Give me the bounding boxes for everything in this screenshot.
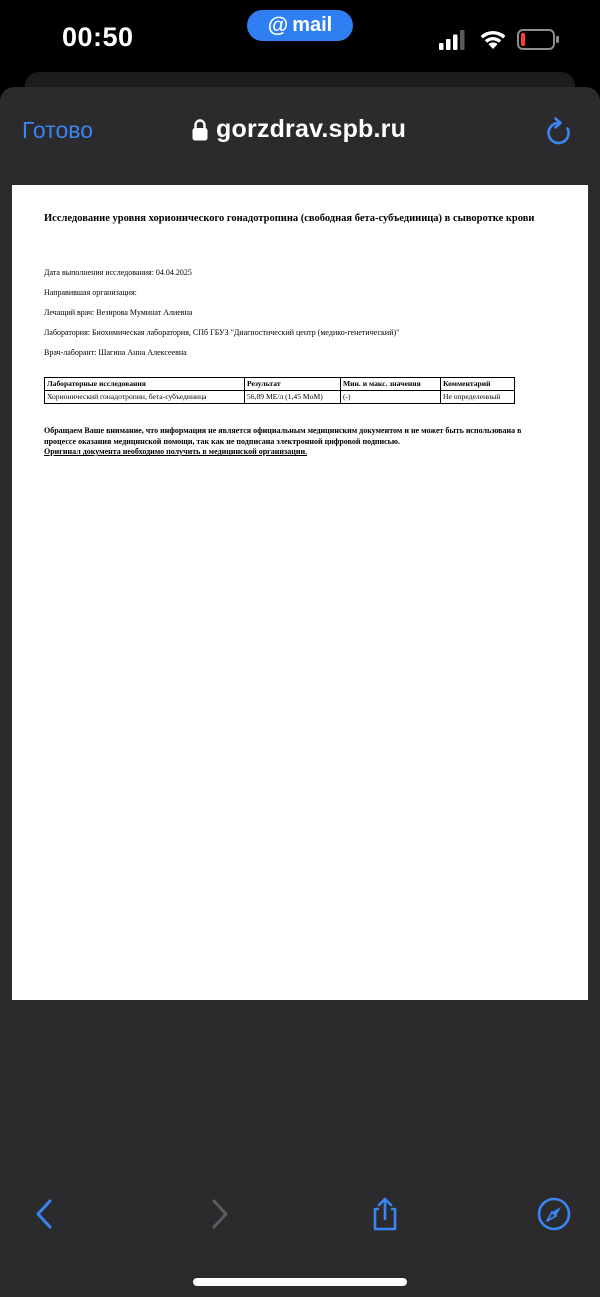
table-row <box>45 391 515 404</box>
reload-icon[interactable] <box>545 117 573 147</box>
col-header-test: Лабораторные исследования <box>45 378 245 391</box>
field-date: Дата выполнения исследования: 04.04.2025 <box>44 268 192 277</box>
col-header-range: Мин. и макс. значения <box>341 378 441 391</box>
home-indicator[interactable] <box>193 1278 407 1286</box>
document-title: Исследование уровня хорионического гонадотропина (свободная бета-субъединица) в сыворотке крови <box>44 213 535 224</box>
share-icon[interactable] <box>368 1197 402 1231</box>
address-domain: gorzdrav.spb.ru <box>216 115 407 143</box>
chevron-right-icon[interactable] <box>202 1197 236 1231</box>
field-doctor: Лечащий врач: Везирова Муминат Алиевна <box>44 308 193 317</box>
safari-view-sheet <box>0 87 600 1297</box>
browser-nav-bar <box>0 87 600 177</box>
disclaimer-text: Обращаем Ваше внимание, что информация не является официальным медицинским документом и не может быть использована в процессе оказания медицинской помощи, так как не подписана электронной цифровой подписью. <box>44 426 522 446</box>
document-page <box>12 185 588 1000</box>
field-lab-doctor: Врач-лаборант: Шагина Анна Алексеевна <box>44 348 187 357</box>
cell-comment: Не определенный <box>441 391 515 404</box>
cellular-signal-icon <box>439 30 465 50</box>
field-laboratory: Лаборатория: Биохимическая лаборатория, СПб ГБУЗ "Диагностический центр (медико-генетический)" <box>44 328 400 337</box>
battery-low-icon <box>517 29 559 50</box>
lock-icon <box>192 119 208 141</box>
mail-return-pill[interactable] <box>247 10 353 41</box>
address-bar[interactable] <box>192 115 406 144</box>
compass-icon[interactable] <box>537 1197 571 1231</box>
results-table <box>44 377 515 404</box>
wifi-icon <box>479 28 507 50</box>
cell-range: (-) <box>341 391 441 404</box>
col-header-result: Результат <box>245 378 341 391</box>
field-referring-org: Направившая организация: <box>44 288 137 297</box>
status-bar <box>0 0 600 80</box>
at-icon: @ <box>267 13 289 37</box>
status-time: 00:50 <box>62 22 134 52</box>
cell-test: Хорионический гонадотропин, бета-субъединица <box>45 391 245 404</box>
disclaimer-notice <box>44 426 544 458</box>
col-header-comment: Комментарий <box>441 378 515 391</box>
chevron-left-icon[interactable] <box>28 1197 62 1231</box>
done-button[interactable]: Готово <box>22 117 94 143</box>
mail-pill-label: mail <box>292 14 333 36</box>
disclaimer-underlined: Оригинал документа необходимо получить в медицинской организации. <box>44 447 308 456</box>
table-header-row <box>45 378 515 391</box>
cell-result: 56,89 МЕ/л (1,45 MoM) <box>245 391 341 404</box>
